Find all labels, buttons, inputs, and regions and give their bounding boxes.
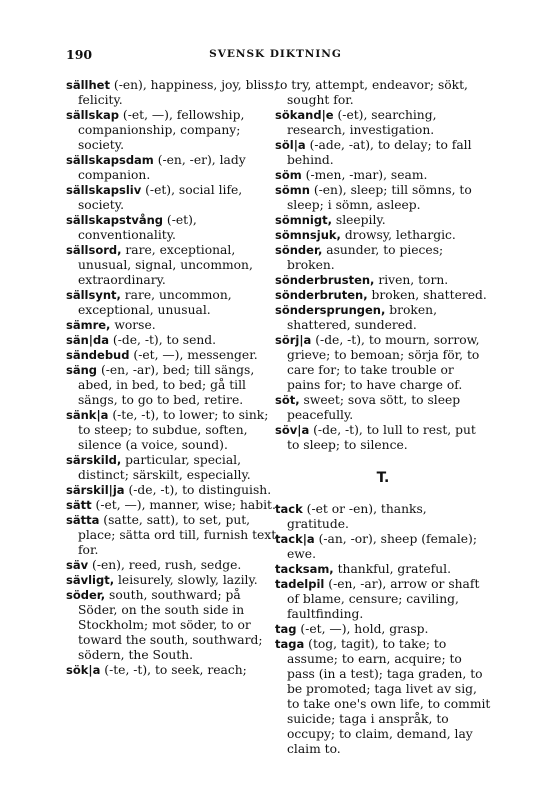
entry-headword: sävligt,: [66, 573, 115, 587]
entry-definition: (-en), reed, rush, sedge.: [88, 558, 242, 572]
dictionary-entry: [66, 348, 282, 363]
entry-headword: tacksam,: [275, 562, 334, 576]
entry-headword: sällskapsdam: [66, 153, 154, 167]
dictionary-entry: [66, 213, 282, 243]
entry-definition: asunder, to pieces; broken.: [287, 243, 444, 272]
dictionary-entry: [66, 513, 282, 558]
entry-definition: (-en), sleep; till sömns, to sleep; i sömn, asleep.: [287, 183, 472, 212]
dictionary-entry: [66, 558, 282, 573]
dictionary-entry: [66, 483, 282, 498]
dictionary-entry: [275, 622, 491, 637]
entry-definition: sweet; sova sött, to sleep peacefully.: [287, 393, 461, 422]
entry-definition: rare, uncommon, exceptional, unusual.: [78, 288, 232, 317]
entry-headword: säv: [66, 558, 89, 572]
entry-headword: sämre,: [66, 318, 111, 332]
dictionary-entry: [275, 243, 491, 273]
right-entries-t: [275, 502, 491, 757]
entry-definition: (-de, -t), to lull to rest, put to sleep; to silence.: [287, 423, 476, 452]
entry-headword: sönderbruten,: [275, 288, 368, 302]
dictionary-entry: [275, 303, 491, 333]
entry-definition: (-ade, -at), to delay; to fall behind.: [287, 138, 472, 167]
entry-headword: sällskapstvång: [66, 213, 163, 227]
dictionary-entry: [275, 213, 491, 228]
dictionary-entry: [275, 502, 491, 532]
entry-headword: söder,: [66, 588, 106, 602]
dictionary-entry: [66, 243, 282, 288]
entry-headword: sändebud: [66, 348, 130, 362]
entry-headword: taga: [275, 637, 305, 651]
entry-headword: tack|a: [275, 532, 315, 546]
entry-headword: sönderbrusten,: [275, 273, 375, 287]
entry-headword: särskild,: [66, 453, 122, 467]
dictionary-entry: [275, 108, 491, 138]
entry-definition: (-et), searching, research, investigation.: [287, 108, 437, 137]
entry-definition: (-et, —), fellowship, companionship, company; society.: [78, 108, 245, 152]
dictionary-entry: [275, 78, 491, 108]
dictionary-entry: [66, 588, 282, 663]
entry-headword: tadelpil: [275, 577, 325, 591]
entry-definition: (-de, -t), to send.: [109, 333, 217, 347]
dictionary-entry: [275, 273, 491, 288]
entry-headword: söl|a: [275, 138, 306, 152]
entry-definition: (-et), social life, society.: [78, 183, 243, 212]
entry-headword: sällskap: [66, 108, 119, 122]
dictionary-entry: [275, 577, 491, 622]
entry-headword: sökand|e: [275, 108, 334, 122]
dictionary-entry: [66, 453, 282, 483]
entry-definition: (-te, -t), to seek, reach;: [100, 663, 247, 677]
entry-definition: south, southward; på Söder, on the south side in Stockholm; mot söder, to or toward the south, southward; södern, the South.: [78, 588, 263, 662]
dictionary-entry: [275, 562, 491, 577]
entry-definition: (-en, -er), lady companion.: [78, 153, 246, 182]
dictionary-entry: [66, 108, 282, 153]
entry-definition: worse.: [110, 318, 156, 332]
dictionary-entry: [275, 423, 491, 453]
entry-definition: (-de, -t), to mourn, sorrow, grieve; to bemoan; sörja för, to care for; to take trouble or pains for; to have charge of.: [287, 333, 480, 392]
dictionary-entry: [275, 333, 491, 393]
entry-definition: (tog, tagit), to take; to assume; to earn, acquire; to pass (in a test); taga graden, to be promoted; taga livet av sig, to take one's own life, to commit suicide; taga i anspråk, to occupy; to claim, demand, lay claim to.: [287, 637, 491, 756]
entry-headword: söndersprungen,: [275, 303, 386, 317]
entry-headword: säng: [66, 363, 98, 377]
entry-headword: sörj|a: [275, 333, 312, 347]
entry-headword: sänk|a: [66, 408, 109, 422]
dictionary-entry: [66, 408, 282, 453]
entry-definition: (-te, -t), to lower; to sink; to steep; to subdue, soften, silence (a voice, sound).: [78, 408, 269, 452]
dictionary-entry: [66, 363, 282, 408]
dictionary-entry: [275, 183, 491, 213]
entry-definition: (-en, -ar), arrow or shaft of blame, censure; caviling, faultfinding.: [287, 577, 480, 621]
dictionary-entry: [66, 498, 282, 513]
entry-definition: (satte, satt), to set, put, place; sätta ord till, furnish text for.: [78, 513, 277, 557]
entry-definition: particular, special, distinct; särskilt, especially.: [78, 453, 251, 482]
entry-headword: sällhet: [66, 78, 110, 92]
dictionary-entry: [66, 183, 282, 213]
entry-headword: tag: [275, 622, 297, 636]
entry-headword: sök|a: [66, 663, 101, 677]
section-letter-heading: T.: [376, 470, 390, 486]
entry-definition: broken, shattered, sundered.: [287, 303, 437, 332]
dictionary-entry: [66, 318, 282, 333]
entry-headword: sän|da: [66, 333, 109, 347]
entry-headword: sällskapsliv: [66, 183, 142, 197]
entry-definition: sleepily.: [331, 213, 386, 227]
dictionary-entry: [275, 168, 491, 183]
entry-headword: sätt: [66, 498, 92, 512]
dictionary-entry: [66, 333, 282, 348]
entry-definition: (-en), happiness, joy, bliss, felicity.: [78, 78, 278, 107]
dictionary-entry: [66, 573, 282, 588]
entry-headword: sönder,: [275, 243, 323, 257]
entry-definition: to try, attempt, endeavor; sökt, sought for.: [275, 78, 468, 107]
entry-definition: (-an, -or), sheep (female); ewe.: [287, 532, 478, 561]
dictionary-entry: [275, 228, 491, 243]
entry-definition: thankful, grateful.: [333, 562, 451, 576]
running-title: SVENSK DIKTNING: [209, 48, 342, 60]
entry-headword: sällsynt,: [66, 288, 121, 302]
left-column: [66, 78, 282, 678]
entry-definition: drowsy, lethargic.: [340, 228, 456, 242]
dictionary-entry: [275, 393, 491, 423]
entry-headword: söv|a: [275, 423, 310, 437]
entry-headword: särskil|ja: [66, 483, 125, 497]
entry-definition: broken, shattered.: [367, 288, 487, 302]
entry-definition: (-et), conventionality.: [78, 213, 197, 242]
entry-definition: (-et, —), messenger.: [129, 348, 258, 362]
entry-definition: (-de, -t), to distinguish.: [124, 483, 272, 497]
entry-definition: leisurely, slowly, lazily.: [114, 573, 258, 587]
dictionary-entry: [275, 288, 491, 303]
dictionary-entry: [275, 138, 491, 168]
dictionary-entry: [66, 153, 282, 183]
page-header: [66, 47, 485, 67]
entry-headword: söm: [275, 168, 302, 182]
entry-definition: (-et or -en), thanks, gratitude.: [287, 502, 427, 531]
entry-headword: sällsord,: [66, 243, 122, 257]
right-entries-s: [275, 78, 491, 453]
entry-headword: sömnsjuk,: [275, 228, 341, 242]
dictionary-entry: [66, 288, 282, 318]
dictionary-entry: [66, 78, 282, 108]
right-column: [275, 78, 491, 757]
entry-definition: (-et, —), hold, grasp.: [296, 622, 429, 636]
entry-definition: (-et, —), manner, wise; habit.: [91, 498, 276, 512]
entry-definition: (-men, -mar), seam.: [301, 168, 428, 182]
dictionary-entry: [275, 532, 491, 562]
page-number: 190: [66, 47, 93, 62]
dictionary-entry: [66, 663, 282, 678]
entry-headword: sätta: [66, 513, 100, 527]
entry-headword: sömnigt,: [275, 213, 332, 227]
entry-definition: rare, exceptional, unusual, signal, uncommon, extraordinary.: [78, 243, 253, 287]
dictionary-entry: [275, 637, 491, 757]
entry-headword: tack: [275, 502, 303, 516]
entry-definition: (-en, -ar), bed; till sängs, abed, in bed, to bed; gå till sängs, to go to bed, retire.: [78, 363, 255, 407]
entry-definition: riven, torn.: [374, 273, 449, 287]
entry-headword: söt,: [275, 393, 300, 407]
entry-headword: sömn: [275, 183, 310, 197]
